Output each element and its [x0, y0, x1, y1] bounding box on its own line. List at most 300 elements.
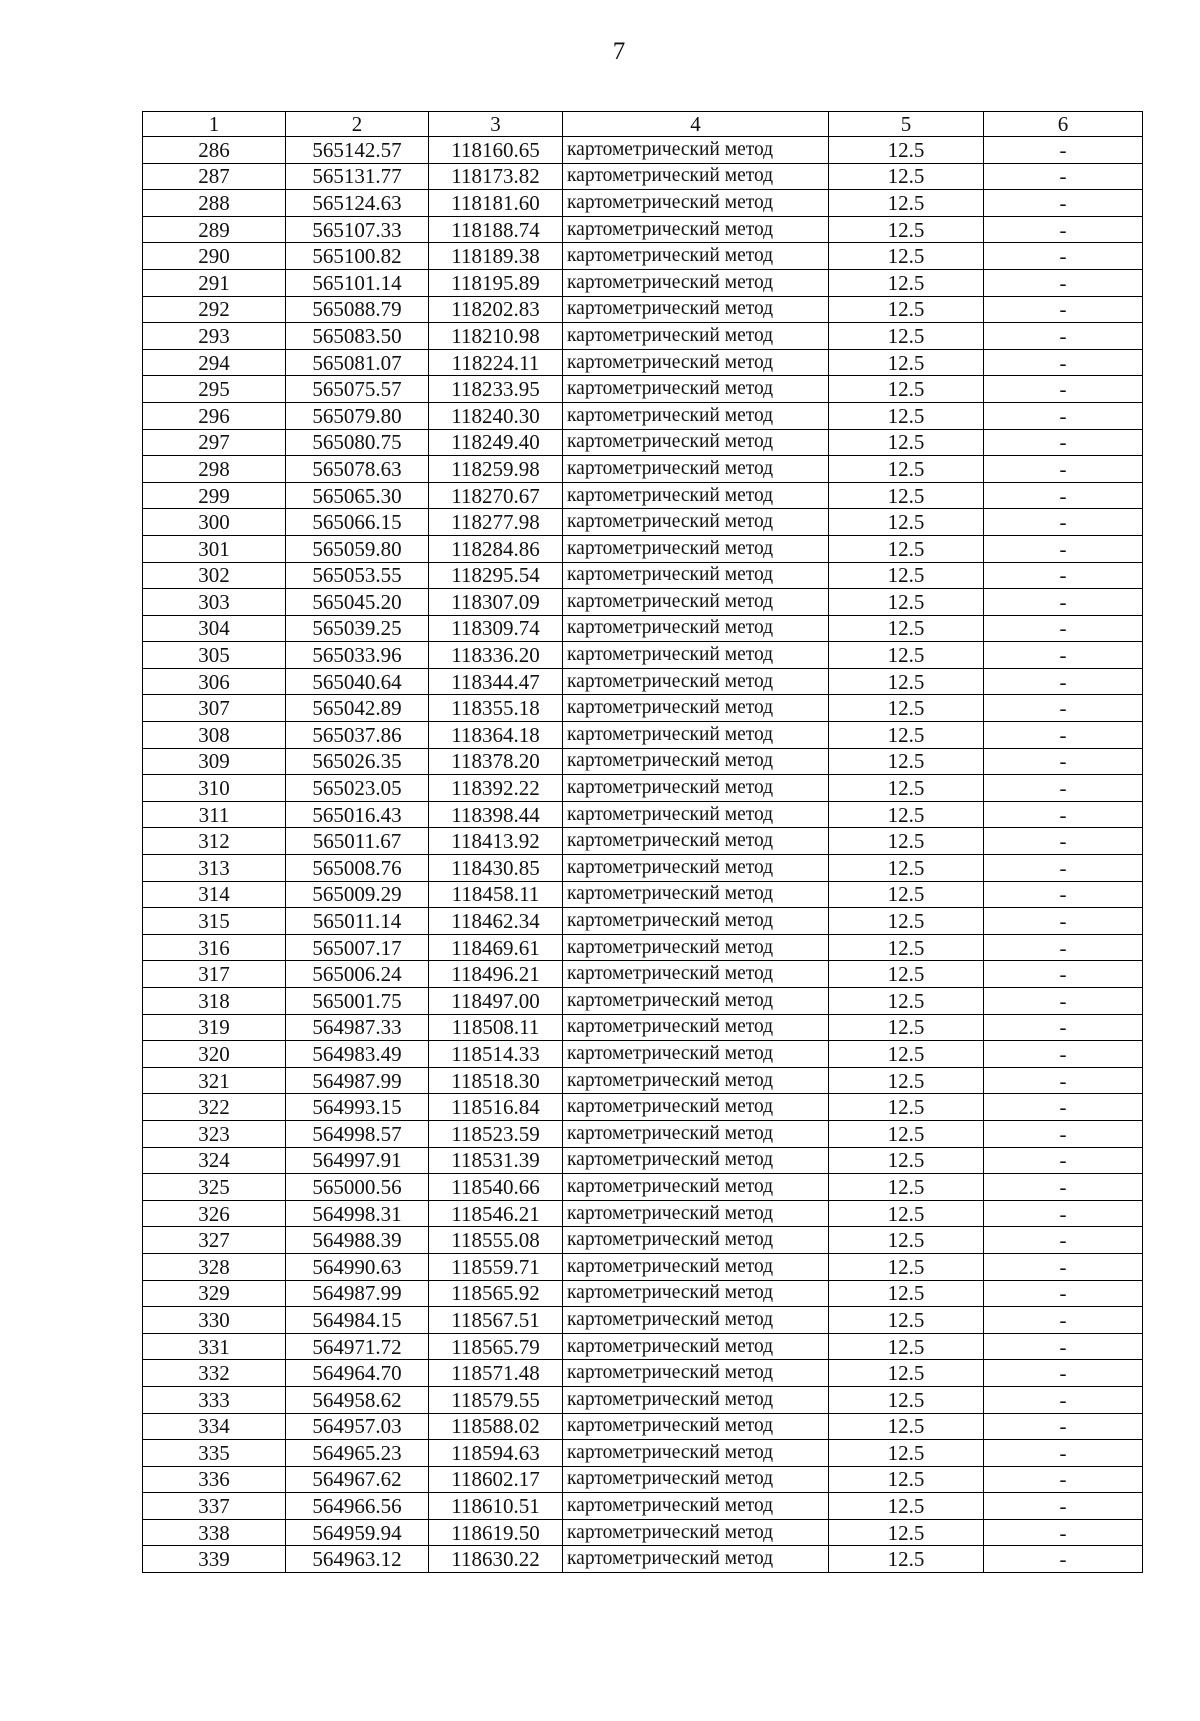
point-number-cell: 299	[143, 482, 286, 509]
method-cell: картометрический метод	[563, 722, 829, 749]
accuracy-cell: 12.5	[829, 562, 984, 589]
point-number-cell: 329	[143, 1280, 286, 1307]
table-row	[143, 1280, 1143, 1307]
point-number-cell: 288	[143, 190, 286, 217]
method-cell: картометрический метод	[563, 1147, 829, 1174]
method-cell: картометрический метод	[563, 1440, 829, 1467]
x-coordinate-cell: 564990.63	[286, 1253, 429, 1280]
y-coordinate-cell: 118540.66	[429, 1174, 563, 1201]
table-row	[143, 1041, 1143, 1068]
table-row	[143, 1413, 1143, 1440]
table-row	[143, 589, 1143, 616]
y-coordinate-cell: 118173.82	[429, 163, 563, 190]
note-cell: -	[984, 429, 1143, 456]
accuracy-cell: 12.5	[829, 1120, 984, 1147]
point-number-cell: 311	[143, 801, 286, 828]
y-coordinate-cell: 118602.17	[429, 1466, 563, 1493]
accuracy-cell: 12.5	[829, 775, 984, 802]
y-coordinate-cell: 118546.21	[429, 1200, 563, 1227]
note-cell: -	[984, 908, 1143, 935]
note-cell: -	[984, 988, 1143, 1015]
note-cell: -	[984, 1120, 1143, 1147]
y-coordinate-cell: 118277.98	[429, 509, 563, 536]
method-cell: картометрический метод	[563, 1546, 829, 1573]
x-coordinate-cell: 565088.79	[286, 296, 429, 323]
table-row	[143, 1546, 1143, 1573]
note-cell: -	[984, 402, 1143, 429]
method-cell: картометрический метод	[563, 988, 829, 1015]
x-coordinate-cell: 564997.91	[286, 1147, 429, 1174]
x-coordinate-cell: 565131.77	[286, 163, 429, 190]
accuracy-cell: 12.5	[829, 1466, 984, 1493]
y-coordinate-cell: 118571.48	[429, 1360, 563, 1387]
y-coordinate-cell: 118430.85	[429, 855, 563, 882]
method-cell: картометрический метод	[563, 1519, 829, 1546]
accuracy-cell: 12.5	[829, 349, 984, 376]
method-cell: картометрический метод	[563, 243, 829, 270]
point-number-cell: 330	[143, 1307, 286, 1334]
y-coordinate-cell: 118508.11	[429, 1014, 563, 1041]
accuracy-cell: 12.5	[829, 216, 984, 243]
accuracy-cell: 12.5	[829, 1174, 984, 1201]
point-number-cell: 318	[143, 988, 286, 1015]
x-coordinate-cell: 565040.64	[286, 668, 429, 695]
table-row	[143, 988, 1143, 1015]
note-cell: -	[984, 269, 1143, 296]
accuracy-cell: 12.5	[829, 163, 984, 190]
method-cell: картометрический метод	[563, 801, 829, 828]
x-coordinate-cell: 565142.57	[286, 137, 429, 164]
accuracy-cell: 12.5	[829, 243, 984, 270]
point-number-cell: 324	[143, 1147, 286, 1174]
table-row	[143, 1120, 1143, 1147]
point-number-cell: 289	[143, 216, 286, 243]
note-cell: -	[984, 961, 1143, 988]
accuracy-cell: 12.5	[829, 1227, 984, 1254]
x-coordinate-cell: 565101.14	[286, 269, 429, 296]
x-coordinate-cell: 564993.15	[286, 1094, 429, 1121]
method-cell: картометрический метод	[563, 296, 829, 323]
table-row	[143, 1307, 1143, 1334]
table-row	[143, 163, 1143, 190]
y-coordinate-cell: 118579.55	[429, 1386, 563, 1413]
y-coordinate-cell: 118344.47	[429, 668, 563, 695]
method-cell: картометрический метод	[563, 1466, 829, 1493]
accuracy-cell: 12.5	[829, 1067, 984, 1094]
method-cell: картометрический метод	[563, 855, 829, 882]
accuracy-cell: 12.5	[829, 402, 984, 429]
accuracy-cell: 12.5	[829, 1413, 984, 1440]
note-cell: -	[984, 137, 1143, 164]
note-cell: -	[984, 801, 1143, 828]
y-coordinate-cell: 118259.98	[429, 456, 563, 483]
note-cell: -	[984, 509, 1143, 536]
accuracy-cell: 12.5	[829, 881, 984, 908]
x-coordinate-cell: 564957.03	[286, 1413, 429, 1440]
y-coordinate-cell: 118619.50	[429, 1519, 563, 1546]
y-coordinate-cell: 118240.30	[429, 402, 563, 429]
method-cell: картометрический метод	[563, 535, 829, 562]
point-number-cell: 297	[143, 429, 286, 456]
table-row	[143, 1493, 1143, 1520]
method-cell: картометрический метод	[563, 509, 829, 536]
table-row	[143, 190, 1143, 217]
method-cell: картометрический метод	[563, 1067, 829, 1094]
y-coordinate-cell: 118462.34	[429, 908, 563, 935]
note-cell: -	[984, 828, 1143, 855]
accuracy-cell: 12.5	[829, 509, 984, 536]
table-row	[143, 1227, 1143, 1254]
accuracy-cell: 12.5	[829, 589, 984, 616]
point-number-cell: 322	[143, 1094, 286, 1121]
method-cell: картометрический метод	[563, 269, 829, 296]
method-cell: картометрический метод	[563, 934, 829, 961]
x-coordinate-cell: 565007.17	[286, 934, 429, 961]
point-number-cell: 308	[143, 722, 286, 749]
accuracy-cell: 12.5	[829, 190, 984, 217]
y-coordinate-cell: 118307.09	[429, 589, 563, 616]
y-coordinate-cell: 118588.02	[429, 1413, 563, 1440]
point-number-cell: 327	[143, 1227, 286, 1254]
y-coordinate-cell: 118516.84	[429, 1094, 563, 1121]
accuracy-cell: 12.5	[829, 269, 984, 296]
point-number-cell: 335	[143, 1440, 286, 1467]
method-cell: картометрический метод	[563, 562, 829, 589]
x-coordinate-cell: 565075.57	[286, 376, 429, 403]
method-cell: картометрический метод	[563, 323, 829, 350]
table-row	[143, 855, 1143, 882]
note-cell: -	[984, 1200, 1143, 1227]
accuracy-cell: 12.5	[829, 615, 984, 642]
accuracy-cell: 12.5	[829, 535, 984, 562]
y-coordinate-cell: 118518.30	[429, 1067, 563, 1094]
accuracy-cell: 12.5	[829, 1014, 984, 1041]
table-row	[143, 1147, 1143, 1174]
column-header-4: 4	[563, 112, 829, 137]
x-coordinate-cell: 564963.12	[286, 1546, 429, 1573]
point-number-cell: 296	[143, 402, 286, 429]
y-coordinate-cell: 118270.67	[429, 482, 563, 509]
note-cell: -	[984, 1333, 1143, 1360]
x-coordinate-cell: 564964.70	[286, 1360, 429, 1387]
accuracy-cell: 12.5	[829, 137, 984, 164]
note-cell: -	[984, 482, 1143, 509]
x-coordinate-cell: 564988.39	[286, 1227, 429, 1254]
table-row	[143, 881, 1143, 908]
table-row	[143, 1200, 1143, 1227]
x-coordinate-cell: 565006.24	[286, 961, 429, 988]
note-cell: -	[984, 1147, 1143, 1174]
x-coordinate-cell: 564998.57	[286, 1120, 429, 1147]
point-number-cell: 320	[143, 1041, 286, 1068]
method-cell: картометрический метод	[563, 1493, 829, 1520]
accuracy-cell: 12.5	[829, 1280, 984, 1307]
note-cell: -	[984, 1466, 1143, 1493]
table-row	[143, 1386, 1143, 1413]
x-coordinate-cell: 564983.49	[286, 1041, 429, 1068]
y-coordinate-cell: 118514.33	[429, 1041, 563, 1068]
point-number-cell: 314	[143, 881, 286, 908]
note-cell: -	[984, 163, 1143, 190]
y-coordinate-cell: 118555.08	[429, 1227, 563, 1254]
table-row	[143, 269, 1143, 296]
accuracy-cell: 12.5	[829, 1307, 984, 1334]
x-coordinate-cell: 564967.62	[286, 1466, 429, 1493]
note-cell: -	[984, 1041, 1143, 1068]
accuracy-cell: 12.5	[829, 1519, 984, 1546]
method-cell: картометрический метод	[563, 1014, 829, 1041]
y-coordinate-cell: 118565.79	[429, 1333, 563, 1360]
accuracy-cell: 12.5	[829, 855, 984, 882]
x-coordinate-cell: 565039.25	[286, 615, 429, 642]
note-cell: -	[984, 562, 1143, 589]
page-number: 7	[612, 38, 626, 65]
note-cell: -	[984, 1014, 1143, 1041]
point-number-cell: 312	[143, 828, 286, 855]
y-coordinate-cell: 118202.83	[429, 296, 563, 323]
point-number-cell: 321	[143, 1067, 286, 1094]
point-number-cell: 304	[143, 615, 286, 642]
note-cell: -	[984, 1067, 1143, 1094]
point-number-cell: 303	[143, 589, 286, 616]
accuracy-cell: 12.5	[829, 1440, 984, 1467]
accuracy-cell: 12.5	[829, 456, 984, 483]
y-coordinate-cell: 118458.11	[429, 881, 563, 908]
table-row	[143, 695, 1143, 722]
note-cell: -	[984, 615, 1143, 642]
table-row	[143, 137, 1143, 164]
note-cell: -	[984, 1307, 1143, 1334]
table-row	[143, 642, 1143, 669]
method-cell: картометрический метод	[563, 216, 829, 243]
x-coordinate-cell: 565033.96	[286, 642, 429, 669]
note-cell: -	[984, 1280, 1143, 1307]
table-row	[143, 402, 1143, 429]
note-cell: -	[984, 934, 1143, 961]
point-number-cell: 300	[143, 509, 286, 536]
table-body	[143, 137, 1143, 1573]
y-coordinate-cell: 118392.22	[429, 775, 563, 802]
accuracy-cell: 12.5	[829, 695, 984, 722]
x-coordinate-cell: 564965.23	[286, 1440, 429, 1467]
point-number-cell: 336	[143, 1466, 286, 1493]
point-number-cell: 307	[143, 695, 286, 722]
accuracy-cell: 12.5	[829, 722, 984, 749]
y-coordinate-cell: 118378.20	[429, 748, 563, 775]
note-cell: -	[984, 1440, 1143, 1467]
point-number-cell: 295	[143, 376, 286, 403]
x-coordinate-cell: 565124.63	[286, 190, 429, 217]
accuracy-cell: 12.5	[829, 1041, 984, 1068]
x-coordinate-cell: 565045.20	[286, 589, 429, 616]
method-cell: картометрический метод	[563, 190, 829, 217]
method-cell: картометрический метод	[563, 1174, 829, 1201]
table-row	[143, 801, 1143, 828]
table-row	[143, 1067, 1143, 1094]
accuracy-cell: 12.5	[829, 1147, 984, 1174]
y-coordinate-cell: 118188.74	[429, 216, 563, 243]
method-cell: картометрический метод	[563, 908, 829, 935]
table-row	[143, 1094, 1143, 1121]
x-coordinate-cell: 565011.14	[286, 908, 429, 935]
note-cell: -	[984, 881, 1143, 908]
note-cell: -	[984, 1546, 1143, 1573]
table-row	[143, 429, 1143, 456]
point-number-cell: 317	[143, 961, 286, 988]
accuracy-cell: 12.5	[829, 376, 984, 403]
y-coordinate-cell: 118523.59	[429, 1120, 563, 1147]
table-row	[143, 349, 1143, 376]
method-cell: картометрический метод	[563, 615, 829, 642]
method-cell: картометрический метод	[563, 349, 829, 376]
method-cell: картометрический метод	[563, 1360, 829, 1387]
method-cell: картометрический метод	[563, 748, 829, 775]
y-coordinate-cell: 118249.40	[429, 429, 563, 456]
note-cell: -	[984, 323, 1143, 350]
y-coordinate-cell: 118610.51	[429, 1493, 563, 1520]
accuracy-cell: 12.5	[829, 296, 984, 323]
accuracy-cell: 12.5	[829, 1253, 984, 1280]
column-header-2: 2	[286, 112, 429, 137]
point-number-cell: 301	[143, 535, 286, 562]
point-number-cell: 328	[143, 1253, 286, 1280]
x-coordinate-cell: 565107.33	[286, 216, 429, 243]
x-coordinate-cell: 564998.31	[286, 1200, 429, 1227]
method-cell: картометрический метод	[563, 482, 829, 509]
x-coordinate-cell: 564958.62	[286, 1386, 429, 1413]
note-cell: -	[984, 1174, 1143, 1201]
note-cell: -	[984, 1493, 1143, 1520]
table-row	[143, 216, 1143, 243]
x-coordinate-cell: 564987.33	[286, 1014, 429, 1041]
accuracy-cell: 12.5	[829, 1386, 984, 1413]
note-cell: -	[984, 748, 1143, 775]
accuracy-cell: 12.5	[829, 482, 984, 509]
point-number-cell: 338	[143, 1519, 286, 1546]
table-row	[143, 748, 1143, 775]
x-coordinate-cell: 565065.30	[286, 482, 429, 509]
table-row	[143, 722, 1143, 749]
point-number-cell: 309	[143, 748, 286, 775]
table-row	[143, 934, 1143, 961]
y-coordinate-cell: 118224.11	[429, 349, 563, 376]
table-row	[143, 535, 1143, 562]
table-row	[143, 615, 1143, 642]
method-cell: картометрический метод	[563, 429, 829, 456]
method-cell: картометрический метод	[563, 137, 829, 164]
method-cell: картометрический метод	[563, 881, 829, 908]
point-number-cell: 332	[143, 1360, 286, 1387]
table-row	[143, 961, 1143, 988]
table-row	[143, 1466, 1143, 1493]
accuracy-cell: 12.5	[829, 1546, 984, 1573]
x-coordinate-cell: 565000.56	[286, 1174, 429, 1201]
y-coordinate-cell: 118469.61	[429, 934, 563, 961]
method-cell: картометрический метод	[563, 961, 829, 988]
table-row	[143, 1360, 1143, 1387]
accuracy-cell: 12.5	[829, 908, 984, 935]
accuracy-cell: 12.5	[829, 668, 984, 695]
table-row	[143, 323, 1143, 350]
x-coordinate-cell: 565016.43	[286, 801, 429, 828]
note-cell: -	[984, 535, 1143, 562]
table-row	[143, 828, 1143, 855]
note-cell: -	[984, 668, 1143, 695]
note-cell: -	[984, 722, 1143, 749]
y-coordinate-cell: 118364.18	[429, 722, 563, 749]
note-cell: -	[984, 216, 1143, 243]
table-row	[143, 1519, 1143, 1546]
point-number-cell: 325	[143, 1174, 286, 1201]
note-cell: -	[984, 642, 1143, 669]
coordinates-table	[142, 111, 1143, 1573]
accuracy-cell: 12.5	[829, 642, 984, 669]
y-coordinate-cell: 118284.86	[429, 535, 563, 562]
y-coordinate-cell: 118181.60	[429, 190, 563, 217]
point-number-cell: 293	[143, 323, 286, 350]
accuracy-cell: 12.5	[829, 1333, 984, 1360]
method-cell: картометрический метод	[563, 376, 829, 403]
x-coordinate-cell: 565011.67	[286, 828, 429, 855]
note-cell: -	[984, 775, 1143, 802]
method-cell: картометрический метод	[563, 695, 829, 722]
column-header-3: 3	[429, 112, 563, 137]
accuracy-cell: 12.5	[829, 988, 984, 1015]
note-cell: -	[984, 456, 1143, 483]
accuracy-cell: 12.5	[829, 1094, 984, 1121]
accuracy-cell: 12.5	[829, 323, 984, 350]
point-number-cell: 339	[143, 1546, 286, 1573]
point-number-cell: 290	[143, 243, 286, 270]
method-cell: картометрический метод	[563, 1120, 829, 1147]
table-row	[143, 482, 1143, 509]
method-cell: картометрический метод	[563, 642, 829, 669]
table-row	[143, 1014, 1143, 1041]
y-coordinate-cell: 118195.89	[429, 269, 563, 296]
table-row	[143, 243, 1143, 270]
y-coordinate-cell: 118295.54	[429, 562, 563, 589]
table-row	[143, 456, 1143, 483]
y-coordinate-cell: 118567.51	[429, 1307, 563, 1334]
table-row	[143, 509, 1143, 536]
y-coordinate-cell: 118496.21	[429, 961, 563, 988]
table-row	[143, 1440, 1143, 1467]
column-header-5: 5	[829, 112, 984, 137]
x-coordinate-cell: 565100.82	[286, 243, 429, 270]
method-cell: картометрический метод	[563, 1200, 829, 1227]
point-number-cell: 286	[143, 137, 286, 164]
method-cell: картометрический метод	[563, 1307, 829, 1334]
point-number-cell: 287	[143, 163, 286, 190]
y-coordinate-cell: 118565.92	[429, 1280, 563, 1307]
x-coordinate-cell: 565026.35	[286, 748, 429, 775]
x-coordinate-cell: 565078.63	[286, 456, 429, 483]
method-cell: картометрический метод	[563, 1413, 829, 1440]
point-number-cell: 316	[143, 934, 286, 961]
table-row	[143, 668, 1143, 695]
note-cell: -	[984, 349, 1143, 376]
y-coordinate-cell: 118594.63	[429, 1440, 563, 1467]
table-row	[143, 1253, 1143, 1280]
method-cell: картометрический метод	[563, 402, 829, 429]
point-number-cell: 326	[143, 1200, 286, 1227]
y-coordinate-cell: 118309.74	[429, 615, 563, 642]
x-coordinate-cell: 565008.76	[286, 855, 429, 882]
point-number-cell: 331	[143, 1333, 286, 1360]
table-row	[143, 1333, 1143, 1360]
y-coordinate-cell: 118398.44	[429, 801, 563, 828]
accuracy-cell: 12.5	[829, 1493, 984, 1520]
